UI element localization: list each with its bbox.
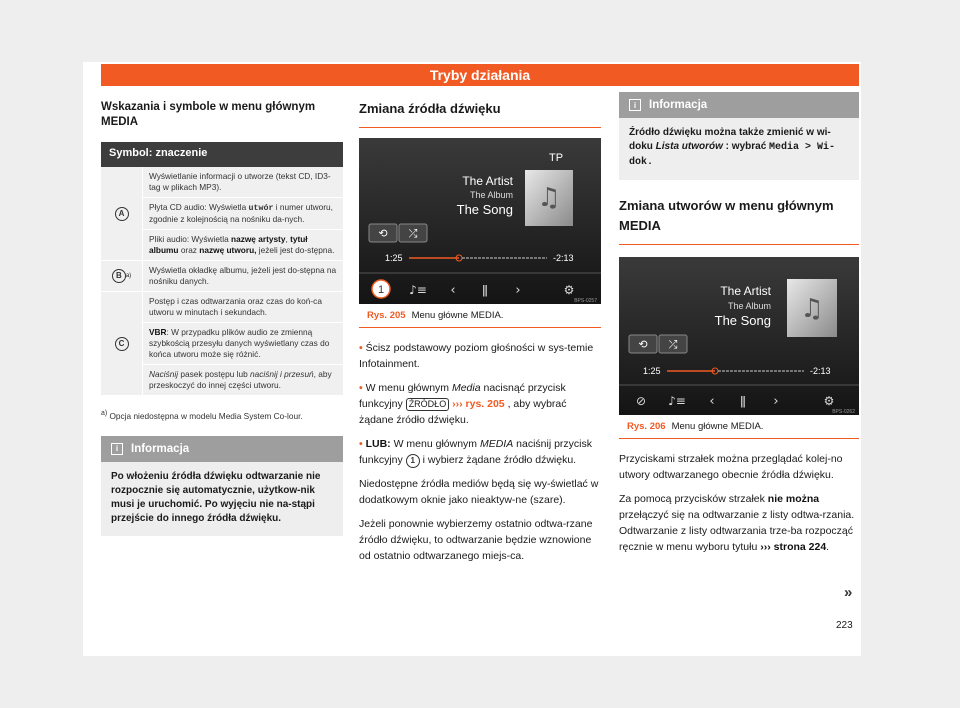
- continue-arrow: »: [844, 584, 853, 601]
- symbol-cell: [101, 167, 143, 260]
- shuffle-icon: ⤮: [408, 227, 418, 240]
- symbols-table: [101, 142, 343, 396]
- section-heading-indicators: Wskazania i symbole w menu głównym MEDIA: [101, 101, 316, 128]
- info-text: Po włożeniu źródła dźwięku odtwarzanie nie rozpocznie się automatycznie, użytkow-nik musi je uruchomić. Po wyjęciu nie na-stąpi przejście do innego źródła dźwięku.: [111, 470, 321, 524]
- media-screen-graphic: [619, 257, 859, 415]
- step-3: • LUB: W menu głównym MEDIA naciśnij przycisk funkcyjny 1 i wybierz żądane źródło dźwięku.: [359, 436, 601, 468]
- column-right: [619, 92, 859, 563]
- column-left: [101, 92, 343, 536]
- previous-icon: ‹: [709, 394, 715, 409]
- table-cell: Wyświetla okładkę albumu, jeżeli jest do-stępna na nośniku danych.: [143, 261, 343, 291]
- settings-icon: ⚙: [823, 394, 835, 408]
- symbol-b: B: [112, 269, 126, 283]
- step-2: • W menu głównym Media nacisnąć przycisk funkcyjny ŹRÓDŁO ››› rys. 205 , aby wybrać żądane źródło dźwięku.: [359, 380, 601, 428]
- time-elapsed: 1:25: [643, 366, 661, 376]
- symbol-cell: B a): [101, 261, 143, 291]
- table-cell: Naciśnij pasek postępu lub naciśnij i przesuń, aby przeskoczyć do innej części utworu.: [143, 365, 343, 395]
- shuffle-icon: ⤮: [668, 338, 678, 351]
- ref-link[interactable]: ››› strona 224: [760, 541, 827, 553]
- info-title: Informacja: [649, 99, 708, 111]
- paragraph-arrows: Przyciskami strzałek można przeglądać kolej-no utwory odtwarzanego obecnie źródła dźwięku.: [619, 453, 843, 481]
- next-icon: ›: [773, 394, 779, 409]
- table-header: Symbol: znaczenie: [101, 142, 343, 167]
- infotainment-screenshot: [359, 138, 601, 304]
- info-box: [101, 436, 343, 536]
- column-middle: [359, 92, 601, 572]
- time-remaining: -2:13: [553, 253, 574, 263]
- section-heading-tracks: Zmiana utworów w menu głównym MEDIA: [619, 180, 859, 245]
- footnote: $^{a)}$ Opcja niedostępna w modelu Media System Co-lour.: [101, 410, 303, 421]
- music-note-icon: ♫: [800, 294, 824, 324]
- repeat-icon: ⟲: [378, 227, 388, 240]
- section-heading-source: Zmiana źródła dźwięku: [359, 92, 601, 128]
- info-text: Źródło dźwięku można także zmienić w wi-doku Lista utworów : wybrać Media > Wi-dok.: [629, 127, 836, 168]
- settings-icon: ⚙: [563, 283, 575, 297]
- screen-song: The Song: [714, 313, 771, 328]
- screen-artist: The Artist: [462, 174, 513, 188]
- source-icon: ⊘: [635, 394, 647, 408]
- screen-song: The Song: [456, 202, 513, 217]
- paragraph-resume: Jeżeli ponownie wybierzemy ostatnio odtwa-rzane źródło dźwięku, to odtwarzanie będzie wznowione od ostatnio odtwarzanego miejs-ca.: [359, 518, 593, 562]
- next-icon: ›: [515, 283, 521, 298]
- table-cell: Płyta CD audio: Wyświetla utwór i numer utworu, zgodnie z kolejnością na nośniku da-nych.: [143, 198, 343, 230]
- info-box: [619, 92, 859, 180]
- paragraph-playlist: Za pomocą przycisków strzałek nie można przełączyć się na odtwarzanie z listy odtwa-rzania. Odtwarzanie z listy odtwarzania trze-ba rozpocząć ręcznie w menu wyboru tytułu ››› strona 224.: [619, 493, 855, 553]
- list-icon: ♪≡: [668, 394, 686, 408]
- screen-album: The Album: [727, 301, 771, 311]
- figure-code: BPS-0257: [574, 298, 597, 304]
- time-remaining: -2:13: [810, 366, 831, 376]
- info-title: Informacja: [131, 442, 190, 455]
- infotainment-screenshot: [619, 257, 859, 415]
- table-cell: Pliki audio: Wyświetla nazwę artysty, tytuł albumu oraz nazwę utworu, jeżeli jest do-stępna.: [143, 230, 343, 260]
- time-elapsed: 1:25: [385, 253, 403, 263]
- table-cell: VBR: W przypadku plików audio ze zmienną szybkością przesyłu danych wyświetlany czas do końca utworu może się różnić.: [143, 323, 343, 365]
- table-row: [101, 167, 343, 261]
- step-1: • Ścisz podstawowy poziom głośności w sys-temie Infotainment.: [359, 340, 601, 372]
- ref-link[interactable]: ››› rys. 205: [452, 398, 505, 410]
- screen-album: The Album: [469, 190, 513, 200]
- symbol-a: A: [115, 207, 129, 221]
- table-row: [101, 292, 343, 396]
- figure-caption: Rys. 205 Menu główne MEDIA.: [359, 304, 601, 328]
- chapter-header: Tryby działania: [101, 64, 859, 86]
- table-cell: Postęp i czas odtwarzania oraz czas do koń-ca utworu w minutach i sekundach.: [143, 292, 343, 323]
- screen-artist: The Artist: [720, 284, 771, 298]
- info-icon: i: [111, 443, 123, 455]
- media-screen-graphic: [359, 138, 601, 304]
- tp-label: TP: [549, 152, 564, 164]
- music-note-icon: ♫: [537, 183, 561, 213]
- symbol-c: C: [115, 337, 129, 351]
- list-icon: ♪≡: [409, 283, 427, 297]
- figure-caption: Rys. 206 Menu główne MEDIA.: [619, 415, 859, 439]
- repeat-icon: ⟲: [638, 338, 648, 351]
- table-row: [101, 261, 343, 292]
- pause-icon: ǁ: [482, 283, 488, 297]
- previous-icon: ‹: [450, 283, 456, 298]
- info-icon: i: [629, 99, 641, 111]
- pause-icon: ǁ: [740, 394, 746, 408]
- table-cell: Wyświetlanie informacji o utworze (tekst CD, ID3-tag w plikach MP3).: [143, 167, 343, 198]
- paragraph-unavailable: Niedostępne źródła mediów będą się wy-świetlać w dodatkowym oknie jako nieaktyw-ne (szare).: [359, 478, 599, 506]
- svg-text:1: 1: [377, 284, 385, 296]
- symbol-cell: [101, 292, 143, 395]
- page-number: 223: [836, 620, 853, 631]
- figure-code: BPS-0262: [832, 409, 855, 415]
